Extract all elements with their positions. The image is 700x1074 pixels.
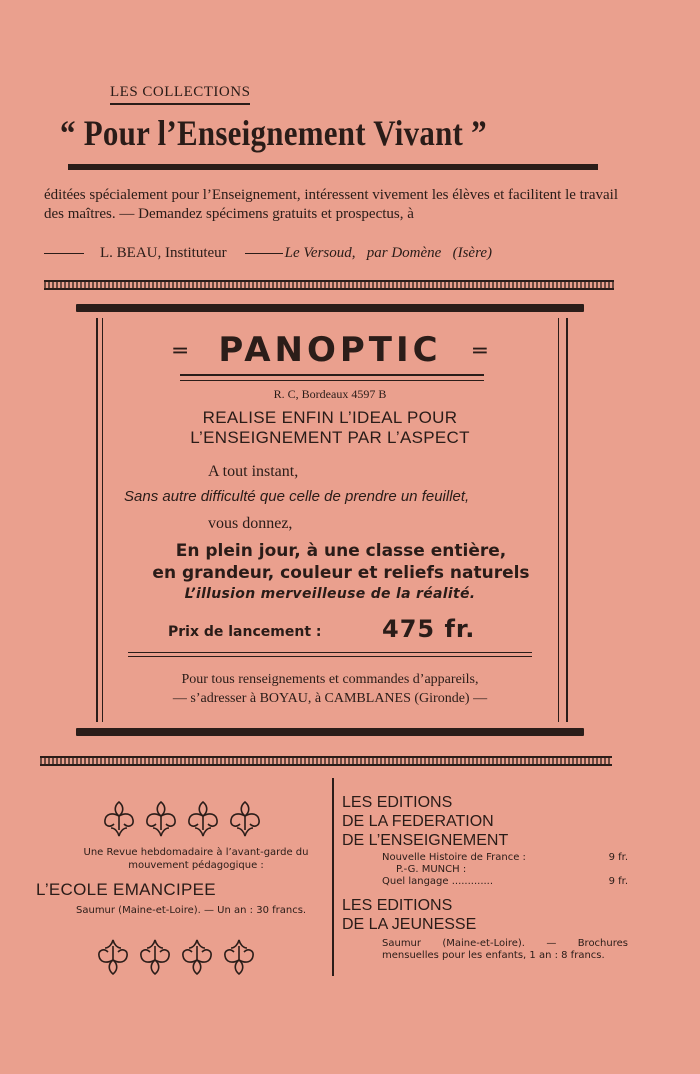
iris-ornament-icon — [102, 798, 136, 838]
headline-line-2: L’ENSEIGNEMENT PAR L’ASPECT — [190, 428, 470, 447]
brand-name: PANOPTIC — [218, 330, 442, 370]
federation-catalog — [382, 852, 628, 888]
box-bottom-bar — [76, 728, 584, 736]
contact-line-2: — s’adresser à BOYAU, à CAMBLANES (Gironde) — — [172, 691, 488, 706]
price-value: 475 fr. — [382, 615, 476, 643]
iris-ornament-icon — [228, 798, 262, 838]
iris-ornament-icon — [180, 938, 214, 978]
section-divider-2 — [40, 756, 612, 766]
section-divider — [44, 280, 614, 290]
collections-label: LES COLLECTIONS — [110, 84, 250, 101]
item-title: Quel langage ............. — [382, 876, 494, 887]
right-ornament: ═ — [473, 339, 487, 364]
collection-title: “ Pour l’Enseignement Vivant ” — [60, 113, 487, 153]
sans-difficulte: Sans autre difficulté que celle de prendre un feuillet, — [124, 488, 470, 505]
panoptic-title — [110, 330, 550, 370]
iris-row-top — [102, 798, 262, 838]
iris-row-bottom — [96, 938, 256, 978]
revue-description: Une Revue hebdomadaire à l’avant-garde du mouvement pédagogique : — [83, 847, 309, 871]
feature-line-1: En plein jour, à une classe entière, — [175, 541, 507, 561]
price-label: Prix de lancement : — [168, 624, 322, 640]
headline — [110, 408, 550, 448]
headline-line-1: REALISE ENFIN L’IDEAL POUR — [202, 408, 458, 427]
iris-ornament-icon — [186, 798, 220, 838]
iris-ornament-icon — [144, 798, 178, 838]
author-dept: (Isère) — [452, 245, 492, 261]
item-title: Nouvelle Histoire de France : — [382, 852, 526, 863]
jeunesse-subscription: Saumur (Maine-et-Loire). — Brochures mensuelles pour les enfants, 1 an : 8 francs. — [382, 938, 628, 961]
brand-underline — [180, 374, 484, 381]
author-line — [44, 245, 618, 262]
iris-ornament-icon — [96, 938, 130, 978]
iris-ornament-icon — [138, 938, 172, 978]
ed1-line-2: DE LA FEDERATION — [342, 813, 494, 830]
author-name: L. BEAU, Instituteur — [100, 245, 227, 261]
ecole-subscription: Saumur (Maine-et-Loire). — Un an : 30 francs. — [76, 905, 307, 916]
editions-federation — [342, 793, 508, 850]
intro-text: éditées spécialement pour l’Enseignement, intéressent vivement les élèves et facilitent le travail des maîtres. — Demandez spécimens gratuits et prospectus, à — [44, 187, 618, 222]
item-price: 9 fr. — [608, 852, 628, 863]
price-rule — [128, 652, 532, 657]
contact-line-1: Pour tous renseignements et commandes d’appareils, — [181, 672, 479, 687]
ecole-emancipee-title: L’ECOLE EMANCIPEE — [36, 880, 216, 899]
box-inner-left — [102, 318, 103, 722]
author-place: Le Versoud, — [284, 245, 356, 261]
title-rule — [68, 164, 598, 170]
catalog-item — [382, 876, 628, 888]
registry-number: R. C, Bordeaux 4597 B — [273, 387, 387, 401]
iris-ornament-icon — [222, 938, 256, 978]
ed1-line-1: LES EDITIONS — [342, 794, 453, 811]
contact-text — [110, 670, 550, 708]
author-place2: par Domène — [366, 245, 442, 261]
box-inner-right — [558, 318, 559, 722]
item-price: 9 fr. — [608, 876, 628, 887]
feature-line-2: en grandeur, couleur et reliefs naturels — [152, 563, 530, 583]
feature-text — [110, 540, 572, 584]
editions-jeunesse — [342, 896, 476, 934]
ed2-line-2: DE LA JEUNESSE — [342, 916, 477, 933]
vous-donnez: vous donnez, — [208, 515, 293, 532]
item-author: P.-G. MUNCH : — [396, 864, 467, 875]
tout-instant: A tout instant, — [208, 463, 299, 480]
box-top-bar — [76, 304, 584, 312]
left-ornament: ═ — [173, 339, 187, 364]
ed1-line-3: DE L’ENSEIGNEMENT — [342, 832, 509, 849]
column-divider — [332, 778, 334, 976]
catalog-item — [382, 852, 628, 864]
illusion-tagline: L’illusion merveilleuse de la réalité. — [184, 586, 476, 602]
ed2-line-1: LES EDITIONS — [342, 897, 453, 914]
